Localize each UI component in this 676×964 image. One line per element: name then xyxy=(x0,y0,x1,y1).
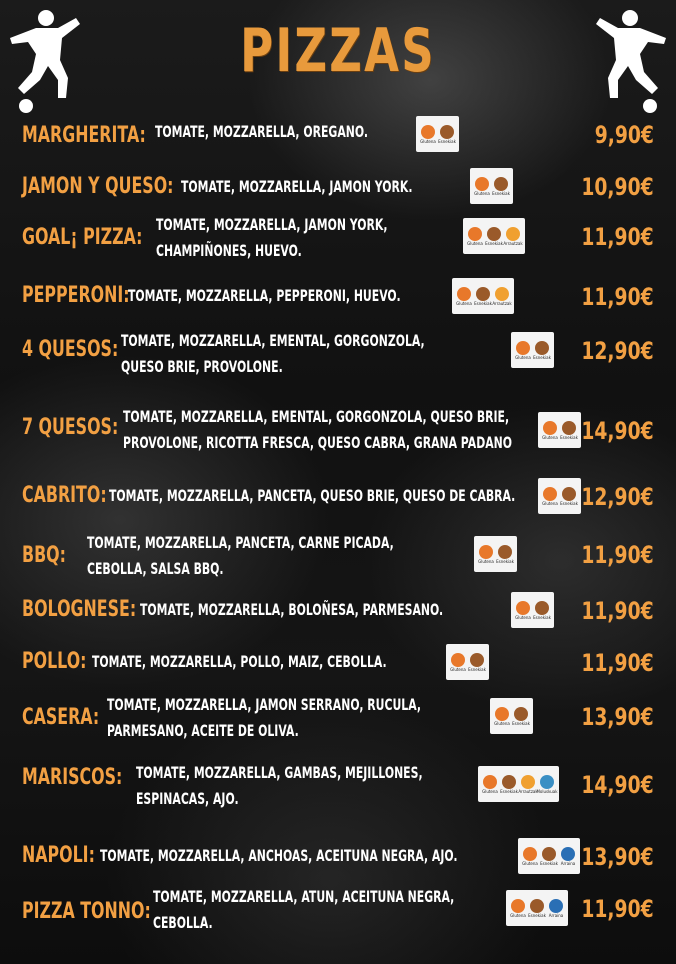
pizza-name: 4 QUESOS: xyxy=(22,337,119,362)
lactose-icon xyxy=(502,775,516,789)
gluten-icon xyxy=(457,287,471,301)
allergen-label: Esnekiak xyxy=(468,666,486,672)
pizza-ingredients xyxy=(123,404,512,456)
pizza-ingredients xyxy=(128,283,401,309)
fish-icon xyxy=(549,899,563,913)
menu-item xyxy=(0,118,676,154)
allergen-badge xyxy=(506,890,568,926)
lactose-icon xyxy=(535,601,549,615)
pizza-price: 12,90€ xyxy=(581,483,654,511)
lactose-allergen-icon xyxy=(486,227,502,246)
nuts-allergen-icon xyxy=(505,227,521,246)
pizza-name: BBQ: xyxy=(22,543,66,568)
gluten-allergen-icon xyxy=(450,653,466,672)
lactose-icon xyxy=(514,707,528,721)
gluten-icon xyxy=(511,899,525,913)
pizza-name: MARGHERITA: xyxy=(22,123,146,148)
nuts-allergen-icon xyxy=(494,287,510,306)
gluten-icon xyxy=(479,545,493,559)
allergen-badge xyxy=(538,412,581,448)
pizza-name: 7 QUESOS: xyxy=(22,415,119,440)
lactose-icon xyxy=(542,847,556,861)
menu-item xyxy=(0,326,676,378)
gluten-icon xyxy=(543,421,557,435)
allergen-label: Arraina xyxy=(548,912,564,918)
ingredient-line: CEBOLLA. xyxy=(153,913,213,932)
pizza-price: 10,90€ xyxy=(581,173,654,201)
gluten-allergen-icon xyxy=(510,899,526,918)
menu-item xyxy=(0,170,676,206)
pizza-ingredients xyxy=(100,843,458,869)
gluten-allergen-icon xyxy=(456,287,472,306)
pizza-ingredients xyxy=(181,174,412,200)
gluten-icon xyxy=(451,653,465,667)
pizza-name: NAPOLI: xyxy=(22,843,95,868)
pizza-price: 11,90€ xyxy=(581,895,654,923)
allergen-label: Arrautzak xyxy=(503,240,523,246)
menu-item xyxy=(0,212,676,264)
lactose-allergen-icon xyxy=(469,653,485,672)
allergen-label: Esnekiak xyxy=(560,500,578,506)
ingredient-line: ESPINACAS, AJO. xyxy=(136,789,239,808)
allergen-badge xyxy=(446,644,489,680)
allergen-badge xyxy=(538,478,581,514)
pizza-name: CASERA: xyxy=(22,705,100,730)
gluten-allergen-icon xyxy=(420,125,436,144)
gluten-icon xyxy=(523,847,537,861)
pizza-price: 9,90€ xyxy=(594,121,654,149)
fish-allergen-icon xyxy=(548,899,564,918)
lactose-icon xyxy=(440,125,454,139)
ingredient-line: TOMATE, MOZZARELLA, OREGANO. xyxy=(155,122,368,141)
ingredient-line: TOMATE, MOZZARELLA, BOLOÑESA, PARMESANO. xyxy=(140,600,444,619)
ingredient-line: TOMATE, MOZZARELLA, EMENTAL, GORGONZOLA, QUESO BRIE, xyxy=(123,407,510,426)
ingredient-line: TOMATE, MOZZARELLA, JAMON SERRANO, RUCULA, xyxy=(107,695,421,714)
menu-item xyxy=(0,280,676,316)
gluten-icon xyxy=(421,125,435,139)
lactose-icon xyxy=(476,287,490,301)
pizza-name: MARISCOS: xyxy=(22,765,123,790)
ingredient-line: PROVOLONE, RICOTTA FRESCA, QUESO CABRA, GRANA PADANO xyxy=(123,433,513,452)
lactose-icon xyxy=(498,545,512,559)
pizza-name: POLLO: xyxy=(22,649,87,674)
menu-item xyxy=(0,480,676,516)
lactose-allergen-icon xyxy=(497,545,513,564)
lactose-allergen-icon xyxy=(534,341,550,360)
gluten-allergen-icon xyxy=(494,707,510,726)
allergen-label: Esnekiak xyxy=(560,434,578,440)
allergen-label: Esnekiak xyxy=(533,354,551,360)
shellfish-allergen-icon xyxy=(536,775,558,794)
pizza-name: JAMON Y QUESO: xyxy=(22,174,174,199)
allergen-label: Arraina xyxy=(560,860,576,866)
ingredient-line: CEBOLLA, SALSA BBQ. xyxy=(87,559,224,578)
allergen-label: Glutena xyxy=(450,666,466,672)
menu-item xyxy=(0,406,676,458)
allergen-label: Glutena xyxy=(515,614,531,620)
lactose-icon xyxy=(487,227,501,241)
ingredient-line: TOMATE, MOZZARELLA, ANCHOAS, ACEITUNA NEGRA, AJO. xyxy=(100,846,458,865)
allergen-label: Glutena xyxy=(420,138,436,144)
menu-item xyxy=(0,760,676,812)
pizza-ingredients xyxy=(153,884,454,936)
menu-item xyxy=(0,884,676,936)
gluten-allergen-icon xyxy=(478,545,494,564)
allergen-label: Glutena xyxy=(494,720,510,726)
pizza-name: GOAL¡ PIZZA: xyxy=(22,225,143,250)
pizza-ingredients xyxy=(109,483,515,509)
pizza-ingredients xyxy=(156,212,387,264)
allergen-label: Moluskuak xyxy=(536,788,558,794)
pizza-price: 14,90€ xyxy=(581,771,654,799)
ingredient-line: PARMESANO, ACEITE DE OLIVA. xyxy=(107,721,299,740)
pizza-price: 13,90€ xyxy=(581,703,654,731)
pizza-price: 11,90€ xyxy=(581,283,654,311)
pizza-ingredients xyxy=(107,692,421,744)
allergen-label: Glutena xyxy=(474,190,490,196)
allergen-label: Esnekiak xyxy=(533,614,551,620)
lactose-allergen-icon xyxy=(475,287,491,306)
allergen-badge xyxy=(511,592,554,628)
ingredient-line: TOMATE, MOZZARELLA, EMENTAL, GORGONZOLA, xyxy=(121,331,425,350)
allergen-label: Glutena xyxy=(456,300,472,306)
gluten-allergen-icon xyxy=(474,177,490,196)
page-title: PIZZAS xyxy=(240,16,436,86)
fish-allergen-icon xyxy=(560,847,576,866)
ingredient-line: TOMATE, MOZZARELLA, JAMON YORK. xyxy=(181,177,413,196)
pizza-name: PIZZA TONNO: xyxy=(22,899,151,924)
gluten-icon xyxy=(468,227,482,241)
pizza-price: 13,90€ xyxy=(581,843,654,871)
lactose-allergen-icon xyxy=(501,775,517,794)
ingredient-line: TOMATE, MOZZARELLA, JAMON YORK, xyxy=(156,215,388,234)
allergen-badge xyxy=(452,278,514,314)
lactose-allergen-icon xyxy=(513,707,529,726)
allergen-label: Esnekiak xyxy=(540,860,558,866)
allergen-label: Glutena xyxy=(467,240,483,246)
pizza-price: 11,90€ xyxy=(581,649,654,677)
allergen-label: Esnekiak xyxy=(500,788,518,794)
allergen-badge xyxy=(518,838,580,874)
allergen-badge xyxy=(490,698,533,734)
allergen-label: Glutena xyxy=(542,500,558,506)
ingredient-line: TOMATE, MOZZARELLA, PEPPERONI, HUEVO. xyxy=(128,286,401,305)
gluten-allergen-icon xyxy=(515,341,531,360)
lactose-allergen-icon xyxy=(493,177,509,196)
allergen-label: Esnekiak xyxy=(492,190,510,196)
allergen-label: Glutena xyxy=(478,558,494,564)
gluten-allergen-icon xyxy=(542,487,558,506)
lactose-allergen-icon xyxy=(439,125,455,144)
allergen-label: Glutena xyxy=(542,434,558,440)
allergen-label: Esnekiak xyxy=(512,720,530,726)
pizza-name: BOLOGNESE: xyxy=(22,597,137,622)
allergen-label: Esnekiak xyxy=(485,240,503,246)
allergen-label: Esnekiak xyxy=(438,138,456,144)
gluten-icon xyxy=(495,707,509,721)
gluten-allergen-icon xyxy=(542,421,558,440)
allergen-badge xyxy=(474,536,517,572)
lactose-allergen-icon xyxy=(534,601,550,620)
allergen-label: Esnekiak xyxy=(528,912,546,918)
pizza-price: 12,90€ xyxy=(581,337,654,365)
allergen-badge xyxy=(470,168,513,204)
ingredient-line: CHAMPIÑONES, HUEVO. xyxy=(156,241,302,260)
pizza-price: 11,90€ xyxy=(581,597,654,625)
allergen-label: Arrautzak xyxy=(518,788,538,794)
ingredient-line: TOMATE, MOZZARELLA, PANCETA, CARNE PICADA, xyxy=(87,533,394,552)
gluten-allergen-icon xyxy=(515,601,531,620)
pizza-ingredients xyxy=(121,328,425,380)
lactose-icon xyxy=(562,421,576,435)
allergen-label: Glutena xyxy=(510,912,526,918)
lactose-icon xyxy=(535,341,549,355)
pizza-ingredients xyxy=(92,649,387,675)
football-player-icon xyxy=(592,8,670,116)
allergen-badge xyxy=(478,766,559,802)
menu-item xyxy=(0,692,676,744)
allergen-label: Glutena xyxy=(522,860,538,866)
ingredient-line: TOMATE, MOZZARELLA, ATUN, ACEITUNA NEGRA, xyxy=(153,887,455,906)
lactose-allergen-icon xyxy=(529,899,545,918)
allergen-badge xyxy=(416,116,459,152)
fish-icon xyxy=(561,847,575,861)
gluten-icon xyxy=(475,177,489,191)
menu-item xyxy=(0,646,676,682)
ingredient-line: TOMATE, MOZZARELLA, GAMBAS, MEJILLONES, xyxy=(136,763,423,782)
ingredient-line: TOMATE, MOZZARELLA, PANCETA, QUESO BRIE, QUESO DE CABRA. xyxy=(109,486,516,505)
nuts-icon xyxy=(506,227,520,241)
lactose-allergen-icon xyxy=(561,421,577,440)
gluten-allergen-icon xyxy=(467,227,483,246)
pizza-ingredients xyxy=(136,760,423,812)
menu-item xyxy=(0,594,676,630)
lactose-icon xyxy=(470,653,484,667)
nuts-icon xyxy=(495,287,509,301)
lactose-allergen-icon xyxy=(541,847,557,866)
allergen-label: Arrautzak xyxy=(492,300,512,306)
lactose-icon xyxy=(494,177,508,191)
allergen-label: Esnekiak xyxy=(496,558,514,564)
pizza-ingredients xyxy=(155,119,368,145)
pizza-price: 11,90€ xyxy=(581,223,654,251)
allergen-label: Esnekiak xyxy=(474,300,492,306)
pizza-price: 14,90€ xyxy=(581,417,654,445)
ingredient-line: QUESO BRIE, PROVOLONE. xyxy=(121,357,283,376)
lactose-icon xyxy=(530,899,544,913)
pizza-price: 11,90€ xyxy=(581,541,654,569)
allergen-label: Glutena xyxy=(482,788,498,794)
gluten-icon xyxy=(543,487,557,501)
allergen-badge xyxy=(463,218,525,254)
menu-item xyxy=(0,840,676,876)
gluten-icon xyxy=(483,775,497,789)
pizza-name: CABRITO: xyxy=(22,483,107,508)
gluten-icon xyxy=(516,341,530,355)
football-player-icon xyxy=(6,8,84,116)
nuts-allergen-icon xyxy=(520,775,536,794)
ingredient-line: TOMATE, MOZZARELLA, POLLO, MAIZ, CEBOLLA. xyxy=(92,652,387,671)
allergen-badge xyxy=(511,332,554,368)
lactose-icon xyxy=(562,487,576,501)
nuts-icon xyxy=(521,775,535,789)
allergen-label: Glutena xyxy=(515,354,531,360)
pizza-name: PEPPERONI: xyxy=(22,283,130,308)
lactose-allergen-icon xyxy=(561,487,577,506)
gluten-allergen-icon xyxy=(522,847,538,866)
gluten-icon xyxy=(516,601,530,615)
shellfish-icon xyxy=(540,775,554,789)
gluten-allergen-icon xyxy=(482,775,498,794)
pizza-ingredients xyxy=(140,597,443,623)
pizza-ingredients xyxy=(87,530,394,582)
menu-item xyxy=(0,530,676,582)
